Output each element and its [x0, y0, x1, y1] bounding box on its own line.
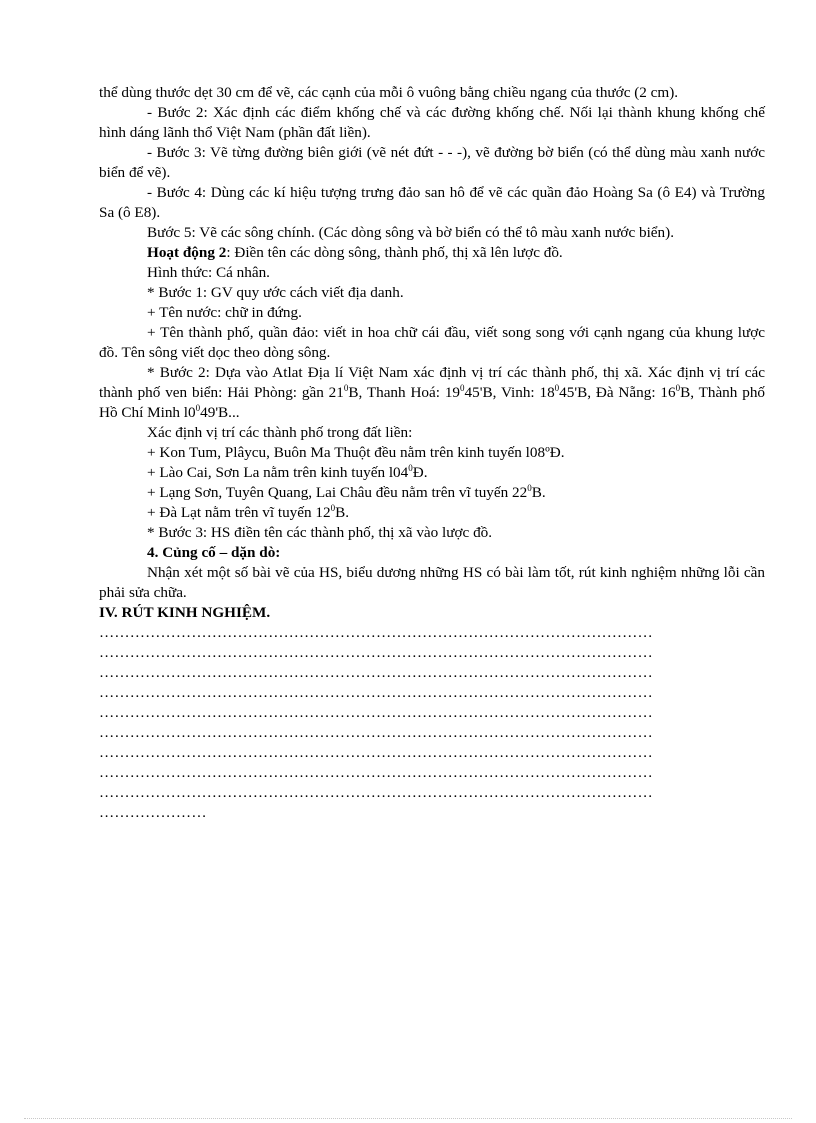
paragraph-step5: Bước 5: Vẽ các sông chính. (Các dòng sông và bờ biển có thể tô màu xanh nước biển). [147, 224, 674, 241]
degree-sup: 0 [408, 463, 413, 473]
paragraph-form: Hình thức: Cá nhân. [147, 264, 270, 281]
paragraph-step2: - Bước 2: Xác định các điểm khống chế và các đường khống chế. Nối lại thành khung khống chế hình dáng lãnh thổ Việt Nam (phần đất liền). [99, 104, 765, 141]
document-body [99, 83, 765, 823]
b2-text-f: 49'B... [200, 404, 240, 421]
paragraph-b2 [99, 363, 765, 423]
degree-sup: 0 [460, 383, 465, 393]
heading-experience: IV. RÚT KINH NGHIỆM. [99, 604, 271, 621]
dotted-line: ……………………………………………………………………………………………… [99, 684, 653, 701]
degree-sup: 0 [554, 383, 560, 393]
paragraph-activity2 [99, 243, 765, 263]
laocai-text-b: Đ. [412, 464, 428, 481]
paragraph-step3: - Bước 3: Vẽ từng đường biên giới (vẽ nét đứt - - -), vẽ đường bờ biển (có thể dùng màu xanh nước biển để vẽ). [99, 144, 765, 181]
paragraph-laocai [99, 463, 765, 483]
paragraph-kontum: + Kon Tum, Plâycu, Buôn Ma Thuột đều nằm trên kinh tuyến l08ºĐ. [147, 444, 565, 461]
degree-sup: 0 [195, 403, 201, 413]
paragraph-step1-continuation: thể dùng thước dẹt 30 cm để vẽ, các cạnh của mỗi ô vuông bằng chiều ngang của thước (2 cm). [99, 84, 679, 101]
dotted-line: ……………………………………………………………………………………………… [99, 664, 653, 681]
langson-text-b: B. [531, 484, 546, 501]
paragraph-country-name: + Tên nước: chữ in đứng. [147, 304, 302, 321]
laocai-text-a: + Lào Cai, Sơn La nằm trên kinh tuyến l04 [147, 464, 409, 481]
heading-consolidation: 4. Củng cố – dặn dò: [147, 544, 281, 561]
degree-sup: 0 [675, 383, 681, 393]
dotted-line: ……………………………………………………………………………………………… [99, 704, 653, 721]
dotted-line: ……………………………………………………………………………………………… [99, 624, 653, 641]
degree-sup: 0 [330, 503, 336, 513]
paragraph-step4: - Bước 4: Dùng các kí hiệu tượng trưng đảo san hô để vẽ các quần đảo Hoàng Sa (ô E4) và Trường Sa (ô E8). [99, 184, 765, 221]
dotted-line: ……………………………………………………………………………………………… [99, 764, 653, 781]
paragraph-review: Nhận xét một số bài vẽ của HS, biểu dương những HS có bài làm tốt, rút kinh nghiệm những lỗi cần phải sửa chữa. [99, 564, 765, 601]
paragraph-b3: * Bước 3: HS điền tên các thành phố, thị xã vào lược đồ. [147, 524, 493, 541]
dotted-line: ……………………………………………………………………………………………… [99, 724, 653, 741]
b2-text-b: B, Thanh Hoá: 19 [348, 384, 461, 401]
paragraph-b1: * Bước 1: GV quy ước cách viết địa danh. [147, 284, 404, 301]
b2-text-d: 45'B, Đà Nẵng: 16 [559, 384, 676, 401]
dotted-line: ……………………………………………………………………………………………… [99, 644, 653, 661]
paragraph-dalat [99, 503, 765, 523]
paragraph-city-name: + Tên thành phố, quần đảo: viết in hoa chữ cái đầu, viết song song với cạnh ngang của khung lược đồ. Tên sông viết dọc theo dòng sông. [99, 324, 765, 361]
dalat-text-a: + Đà Lạt nằm trên vĩ tuyến 12 [147, 504, 331, 521]
activity2-text: : Điền tên các dòng sông, thành phố, thị xã lên lược đồ. [226, 244, 563, 261]
degree-sup: 0 [343, 383, 349, 393]
page-bottom-divider [24, 1118, 792, 1119]
dotted-line: ……………………………………………………………………………………………… [99, 744, 653, 761]
dotted-line-short: ………………… [99, 804, 207, 821]
b2-text-a: * Bước 2: Dựa vào Atlat Địa lí Việt Nam xác định vị trí các thành phố, thị xã. Xác định vị trí các thành phố ven biển: Hải Phòng: gần 21 [99, 364, 765, 401]
b2-text-e: B, Thành phố Hồ Chí Minh l0 [99, 384, 766, 421]
paragraph-langson [99, 483, 765, 503]
dalat-text-b: B. [335, 504, 350, 521]
paragraph-inland: Xác định vị trí các thành phố trong đất liền: [147, 424, 413, 441]
degree-sup: 0 [527, 483, 532, 493]
langson-text-a: + Lạng Sơn, Tuyên Quang, Lai Châu đều nằm trên vĩ tuyến 22 [147, 484, 528, 501]
activity2-label: Hoạt động 2 [147, 244, 227, 261]
dotted-line: ……………………………………………………………………………………………… [99, 784, 653, 801]
b2-text-c: 45'B, Vinh: 18 [464, 384, 555, 401]
